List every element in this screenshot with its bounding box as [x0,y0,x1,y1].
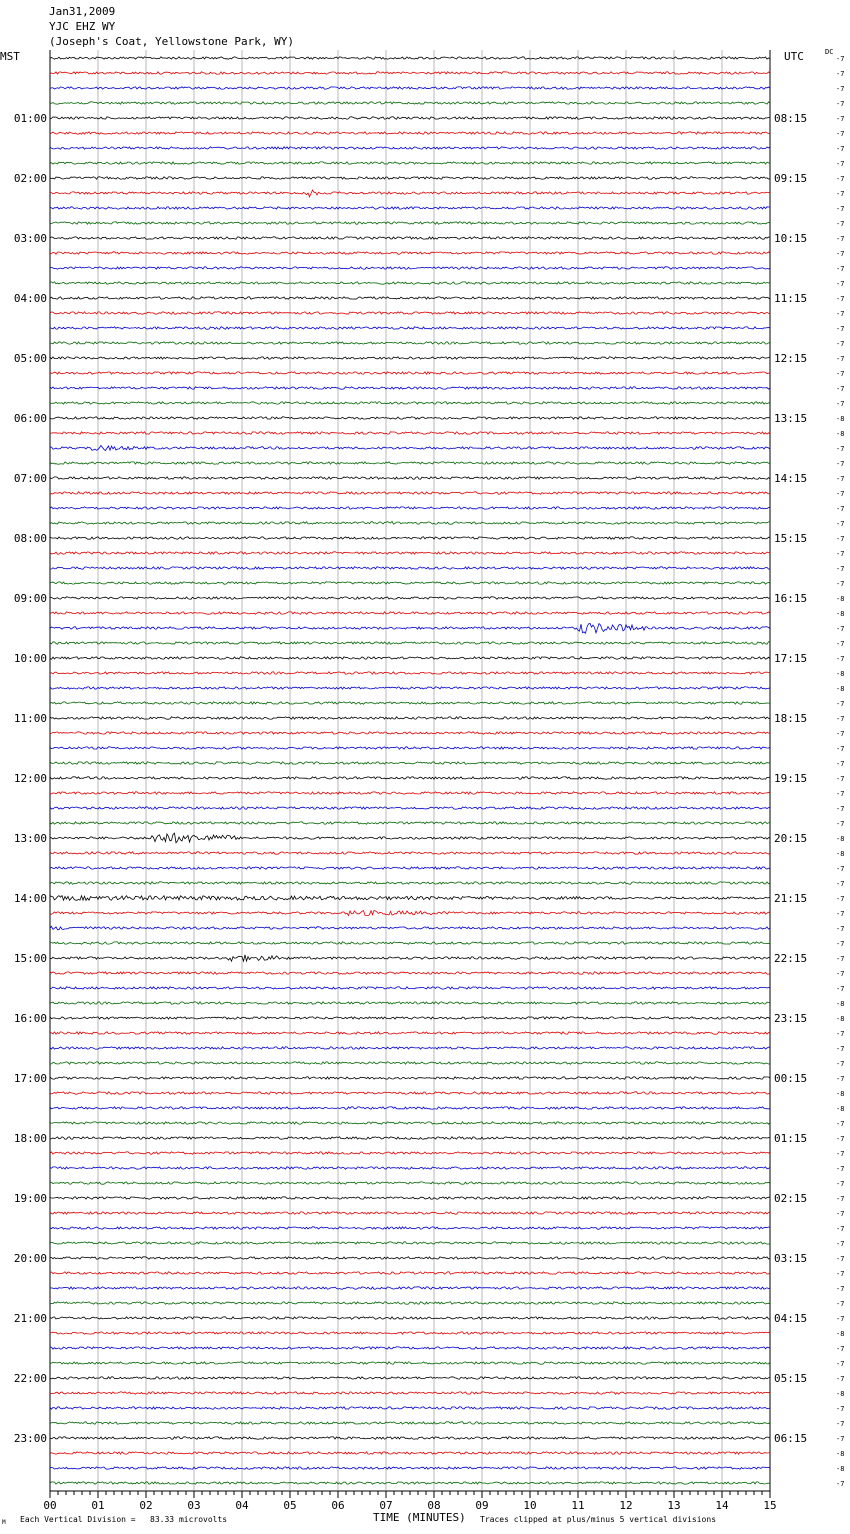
utc-hour-label: 21:15 [774,892,808,905]
dc-offset-label: -8 [836,610,845,618]
mst-hour-label: 07:00 [13,472,47,485]
scale-note: Each Vertical Division = 83.33 microvolts [20,1515,228,1524]
utc-hour-label: 06:15 [774,1432,808,1445]
seismic-trace [50,882,770,884]
dc-offset-label: -7 [836,700,845,708]
mst-hour-label: 05:00 [13,352,47,365]
seismic-trace [50,402,770,404]
utc-label: UTC [784,50,804,63]
clip-note: Traces clipped at plus/minus 5 vertical divisions [480,1515,717,1524]
dc-offset-label: -7 [836,775,845,783]
utc-hour-label: 23:15 [774,1012,808,1025]
seismic-trace [50,1257,770,1259]
seismic-trace [50,1182,770,1184]
dc-offset-label: -7 [836,115,845,123]
seismic-trace [50,1422,770,1424]
dc-offset-label: -7 [836,970,845,978]
dc-offset-label: -7 [836,730,845,738]
mst-hour-label: 06:00 [13,412,47,425]
dc-offset-label: -7 [836,1180,845,1188]
seismic-trace [50,327,770,329]
dc-label: DC [825,48,834,56]
utc-hour-label: 20:15 [774,832,808,845]
mst-hour-label: 17:00 [13,1072,47,1085]
mst-hour-label: 22:00 [13,1372,47,1385]
utc-hour-label: 22:15 [774,952,808,965]
seismic-trace [50,462,770,464]
x-axis-title: TIME (MINUTES) [373,1511,466,1524]
x-tick-label: 08 [427,1499,441,1512]
dc-offset-label: -7 [836,100,845,108]
seismic-trace [50,492,770,494]
seismic-trace [50,342,770,344]
dc-offset-label: -7 [836,175,845,183]
dc-offset-label: -7 [836,70,845,78]
seismic-trace [50,1092,770,1094]
dc-offset-label: -7 [836,580,845,588]
seismic-trace [50,177,770,179]
dc-offset-label: -7 [836,1195,845,1203]
seismic-trace [50,1107,770,1109]
dc-offset-label: -7 [836,940,845,948]
seismic-trace [50,477,770,479]
utc-hour-label: 09:15 [774,172,808,185]
seismic-trace [50,732,770,734]
dc-offset-label: -7 [836,520,845,528]
dc-offset-label: -7 [836,505,845,513]
dc-offset-label: -7 [836,955,845,963]
mst-hour-label: 04:00 [13,292,47,305]
seismic-trace [50,1002,770,1004]
seismic-trace [50,987,770,989]
seismic-trace [50,1242,770,1244]
dc-offset-label: -8 [836,1105,845,1113]
utc-hour-label: 15:15 [774,532,808,545]
dc-offset-label: -7 [836,250,845,258]
dc-offset-label: -7 [836,1405,845,1413]
dc-offset-label: -7 [836,1285,845,1293]
seismic-trace [50,372,770,374]
dc-offset-label: -8 [836,1465,845,1473]
x-tick-label: 15 [763,1499,777,1512]
mst-hour-label: 08:00 [13,532,47,545]
x-tick-label: 01 [91,1499,105,1512]
dc-offset-label: -8 [836,1450,845,1458]
date-label: Jan31,2009 [49,5,116,18]
utc-hour-label: 18:15 [774,712,808,725]
seismic-trace [50,1287,770,1289]
utc-hour-label: 16:15 [774,592,808,605]
dc-offset-label: -7 [836,925,845,933]
dc-offset-label: -7 [836,985,845,993]
utc-hour-label: 02:15 [774,1192,808,1205]
utc-hour-label: 12:15 [774,352,808,365]
mst-hour-label: 18:00 [13,1132,47,1145]
x-tick-label: 06 [331,1499,345,1512]
utc-hour-label: 03:15 [774,1252,808,1265]
utc-hour-label: 01:15 [774,1132,808,1145]
dc-offset-label: -8 [836,1015,845,1023]
dc-offset-label: -7 [836,160,845,168]
x-tick-label: 13 [667,1499,681,1512]
dc-offset-label: -7 [836,235,845,243]
utc-hour-label: 14:15 [774,472,808,485]
dc-offset-label: -7 [836,715,845,723]
seismic-trace [50,717,770,719]
utc-hour-label: 11:15 [774,292,808,305]
dc-offset-label: -7 [836,1030,845,1038]
seismic-trace [50,1347,770,1349]
utc-hour-label: 00:15 [774,1072,808,1085]
seismic-trace [50,57,770,59]
seismic-trace [50,282,770,284]
seismic-trace [50,926,770,929]
seismic-trace [50,162,770,164]
x-tick-label: 04 [235,1499,249,1512]
seismic-trace [50,1437,770,1439]
seismic-trace [50,552,770,554]
seismic-trace [50,252,770,254]
seismic-trace [50,1047,770,1049]
seismic-trace [50,521,770,524]
dc-offset-label: -7 [836,1420,845,1428]
seismic-trace [50,312,770,314]
mst-label: MST [0,50,20,63]
seismic-trace [50,972,770,974]
mst-hour-label: 15:00 [13,952,47,965]
dc-offset-label: -7 [836,535,845,543]
dc-offset-label: -7 [836,1150,845,1158]
seismic-trace [50,807,770,809]
dc-offset-label: -7 [836,1435,845,1443]
dc-offset-label: -8 [836,1390,845,1398]
mst-hour-label: 14:00 [13,892,47,905]
seismic-trace [50,87,770,89]
dc-offset-label: -7 [836,145,845,153]
seismic-trace [50,432,770,434]
dc-offset-label: -7 [836,910,845,918]
dc-offset-label: -7 [836,550,845,558]
seismic-trace [50,1317,770,1319]
seismic-trace [50,387,770,389]
x-tick-label: 14 [715,1499,729,1512]
dc-offset-label: -7 [836,310,845,318]
dc-offset-label: -8 [836,685,845,693]
mst-hour-label: 21:00 [13,1312,47,1325]
seismic-trace [50,942,770,944]
mst-hour-label: 09:00 [13,592,47,605]
dc-offset-label: -7 [836,295,845,303]
dc-offset-label: -8 [836,670,845,678]
x-tick-label: 07 [379,1499,393,1512]
dc-offset-label: -7 [836,1075,845,1083]
dc-offset-label: -7 [836,130,845,138]
seismic-trace [50,672,770,674]
seismic-trace [50,1467,770,1469]
seismic-trace [50,1122,770,1124]
dc-offset-label: -7 [836,625,845,633]
seismic-trace [50,747,770,749]
dc-offset-label: -7 [836,1345,845,1353]
seismic-trace [50,867,770,869]
seismic-trace [50,357,770,359]
seismic-trace [50,687,770,689]
seismic-trace [50,623,770,633]
location-label: (Joseph's Coat, Yellowstone Park, WY) [49,35,295,48]
seismic-trace [50,237,770,239]
dc-offset-label: -8 [836,835,845,843]
dc-offset-label: -7 [836,790,845,798]
seismic-trace [50,911,770,916]
seismic-trace [50,1077,770,1079]
seismic-trace [50,822,770,824]
dc-offset-label: -7 [836,445,845,453]
dc-offset-label: -7 [836,1375,845,1383]
x-tick-label: 03 [187,1499,201,1512]
x-tick-label: 10 [523,1499,537,1512]
seismic-trace [50,102,770,104]
utc-hour-label: 13:15 [774,412,808,425]
dc-offset-label: -7 [836,640,845,648]
seismic-trace [50,417,770,419]
utc-hour-label: 10:15 [774,232,808,245]
x-tick-label: 09 [475,1499,489,1512]
mst-hour-label: 02:00 [13,172,47,185]
dc-offset-label: -7 [836,880,845,888]
dc-offset-label: -7 [836,655,845,663]
dc-offset-label: -7 [836,190,845,198]
dc-offset-label: -7 [836,1225,845,1233]
mst-hour-label: 13:00 [13,832,47,845]
dc-offset-label: -7 [836,340,845,348]
seismic-trace [50,1272,770,1274]
seismic-trace [50,702,770,704]
seismic-trace [50,582,770,584]
seismic-trace [50,567,770,569]
x-tick-label: 00 [43,1499,57,1512]
seismic-trace [50,507,770,509]
dc-offset-label: -7 [836,400,845,408]
seismic-trace [50,792,770,794]
dc-offset-label: -7 [836,85,845,93]
dc-offset-label: -7 [836,385,845,393]
seismic-trace [50,1332,770,1334]
seismic-trace [50,896,770,901]
seismic-trace [50,147,770,149]
seismic-trace [50,1452,770,1454]
seismic-trace [50,297,770,299]
dc-offset-label: -7 [836,895,845,903]
seismic-trace [50,1227,770,1229]
dc-offset-label: -7 [836,805,845,813]
station-label: YJC EHZ WY [49,20,116,33]
dc-offset-label: -7 [836,325,845,333]
seismic-trace [50,537,770,539]
seismic-trace [50,117,770,119]
mst-hour-label: 12:00 [13,772,47,785]
dc-offset-label: -7 [836,1315,845,1323]
dc-offset-label: -7 [836,1360,845,1368]
dc-offset-label: -7 [836,1480,845,1488]
dc-offset-label: -8 [836,415,845,423]
seismic-trace [50,777,770,779]
seismic-trace [50,833,770,843]
mst-hour-label: 16:00 [13,1012,47,1025]
dc-offset-label: -8 [836,595,845,603]
dc-offset-label: -7 [836,280,845,288]
seismic-trace [50,657,770,659]
dc-offset-label: -7 [836,55,845,63]
seismic-trace [50,597,770,599]
seismic-trace [50,222,770,224]
seismic-trace [50,1197,770,1199]
dc-offset-label: -7 [836,1135,845,1143]
dc-offset-label: -7 [836,370,845,378]
dc-offset-label: -7 [836,265,845,273]
x-tick-label: 12 [619,1499,633,1512]
dc-offset-label: -7 [836,820,845,828]
seismic-trace [50,1167,770,1169]
dc-offset-label: -7 [836,745,845,753]
seismic-trace [50,612,770,614]
seismic-trace [50,1362,770,1364]
seismic-trace [50,445,770,450]
dc-offset-label: -7 [836,1060,845,1068]
mst-hour-label: 11:00 [13,712,47,725]
dc-offset-label: -7 [836,1255,845,1263]
mst-hour-label: 20:00 [13,1252,47,1265]
utc-hour-label: 17:15 [774,652,808,665]
mst-hour-label: 01:00 [13,112,47,125]
seismic-trace [50,1377,770,1379]
seismic-trace [50,762,770,764]
utc-hour-label: 08:15 [774,112,808,125]
seismic-trace [50,642,770,644]
dc-offset-label: -7 [836,205,845,213]
dc-offset-label: -8 [836,1090,845,1098]
seismic-trace [50,1017,770,1019]
dc-offset-label: -7 [836,1240,845,1248]
seismic-trace [50,852,770,854]
utc-hour-label: 05:15 [774,1372,808,1385]
seismic-trace [50,1032,770,1034]
dc-offset-label: -7 [836,490,845,498]
mst-hour-label: 19:00 [13,1192,47,1205]
seismic-trace [50,955,770,961]
seismic-trace [50,1482,770,1484]
dc-offset-label: -7 [836,865,845,873]
dc-offset-label: -7 [836,1210,845,1218]
dc-offset-label: -7 [836,1045,845,1053]
dc-offset-label: -7 [836,355,845,363]
seismic-trace [50,1392,770,1394]
x-tick-label: 02 [139,1499,153,1512]
dc-offset-label: -8 [836,1330,845,1338]
mst-hour-label: 03:00 [13,232,47,245]
seismic-trace [50,190,770,197]
seismic-trace [50,267,770,269]
dc-offset-label: -8 [836,430,845,438]
seismic-trace [50,1302,770,1304]
seismic-trace [50,1062,770,1064]
seismic-trace [50,132,770,134]
dc-offset-label: -7 [836,1270,845,1278]
dc-offset-label: -7 [836,1300,845,1308]
dc-offset-label: -7 [836,1120,845,1128]
utc-hour-label: 04:15 [774,1312,808,1325]
dc-offset-label: -7 [836,475,845,483]
dc-offset-label: -7 [836,220,845,228]
dc-offset-label: -7 [836,760,845,768]
dc-offset-label: -8 [836,1000,845,1008]
corner-mark: M [2,1519,6,1526]
x-tick-label: 11 [571,1499,585,1512]
seismic-trace [50,1152,770,1154]
dc-offset-label: -8 [836,850,845,858]
seismic-trace [50,1407,770,1409]
seismic-trace [50,1137,770,1139]
dc-offset-label: -7 [836,1165,845,1173]
mst-hour-label: 10:00 [13,652,47,665]
dc-offset-label: -7 [836,460,845,468]
dc-offset-label: -7 [836,565,845,573]
seismic-trace [50,207,770,209]
seismic-trace [50,72,770,74]
seismic-trace [50,1212,770,1214]
utc-hour-label: 19:15 [774,772,808,785]
x-tick-label: 05 [283,1499,297,1512]
mst-hour-label: 23:00 [13,1432,47,1445]
